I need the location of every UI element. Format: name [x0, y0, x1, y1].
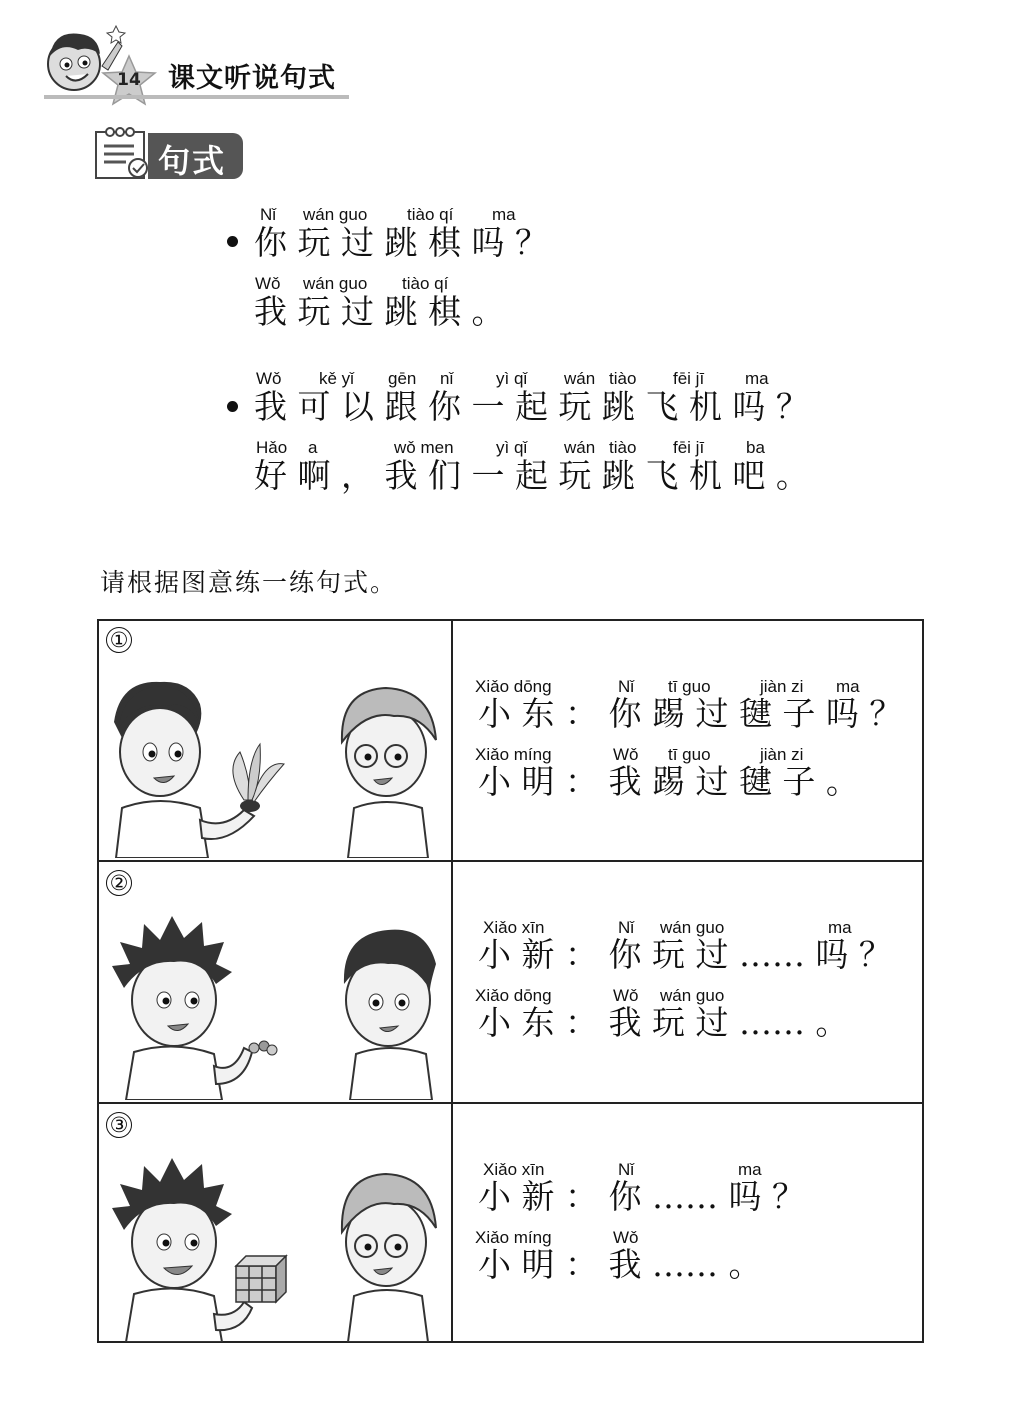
pinyin: ma — [836, 677, 860, 696]
pinyin: tiào — [609, 438, 637, 457]
pinyin: Xiǎo xīn — [483, 1160, 545, 1179]
pinyin: nǐ — [440, 369, 454, 388]
pinyin: ma — [828, 918, 852, 937]
pinyin: gēn — [388, 369, 417, 388]
pinyin: fēi jī — [673, 369, 705, 388]
pinyin: ma — [745, 369, 769, 388]
pinyin: jiàn zi — [760, 745, 804, 764]
page-number: 14 — [117, 70, 141, 90]
exercise-number: ① — [106, 627, 132, 653]
notebook-icon — [92, 124, 154, 182]
pinyin: Nǐ — [618, 1160, 635, 1179]
pinyin: ma — [738, 1160, 762, 1179]
pinyin: ma — [492, 205, 516, 224]
sentence: 小 明 ： 我 踢 过 毽 子 。 — [478, 762, 859, 801]
pinyin: wán guo — [303, 274, 368, 293]
table-divider — [451, 619, 453, 1343]
pinyin: tī guo — [668, 677, 711, 696]
pinyin: kě yǐ — [319, 369, 354, 388]
sentence: 我 玩 过 跳 棋 。 — [254, 292, 505, 331]
pinyin: wán guo — [303, 205, 368, 224]
sentence: 小 东 ： 你 踢 过 毽 子 吗 ？ — [478, 694, 903, 733]
header-divider — [44, 95, 349, 99]
row-divider — [97, 860, 924, 862]
kids-marbles-illustration — [104, 904, 444, 1100]
sentence: 小 东 ： 我 玩 过 …… 。 — [478, 1003, 849, 1042]
pinyin: Xiǎo xīn — [483, 918, 545, 937]
kids-shuttlecock-illustration — [104, 660, 444, 858]
pinyin: ba — [746, 438, 765, 457]
pinyin: jiàn zi — [760, 677, 804, 696]
sentence: 小 新 ： 你 玩 过 …… 吗 ？ — [478, 935, 892, 974]
row-divider — [97, 1102, 924, 1104]
pinyin: Xiǎo dōng — [475, 677, 552, 696]
pinyin: Xiǎo míng — [475, 745, 552, 764]
pinyin: Nǐ — [618, 918, 635, 937]
pinyin: wán guo — [660, 918, 725, 937]
pinyin: Wǒ — [613, 986, 639, 1005]
pinyin: Wǒ — [613, 745, 639, 764]
sentence: 小 明 ： 我 …… 。 — [478, 1245, 762, 1284]
sentence: 你 玩 过 跳 棋 吗 ？ — [254, 223, 548, 262]
pinyin: wán guo — [660, 986, 725, 1005]
sentence: 我 可 以 跟 你 一 起 玩 跳 飞 机 吗 ？ — [254, 387, 809, 426]
section-title: 句式 — [158, 142, 227, 180]
pinyin: wán — [564, 369, 596, 388]
pinyin: tiào qí — [407, 205, 454, 224]
pinyin: Nǐ — [618, 677, 635, 696]
pinyin: a — [308, 438, 318, 457]
pinyin: tī guo — [668, 745, 711, 764]
sentence: 小 新 ： 你 …… 吗 ？ — [478, 1177, 805, 1216]
pinyin: tiào qí — [402, 274, 449, 293]
pinyin: yì qǐ — [496, 438, 528, 457]
kids-rubiks-cube-illustration — [104, 1146, 444, 1342]
pinyin: Xiǎo dōng — [475, 986, 552, 1005]
bullet-point — [227, 401, 238, 412]
pinyin: Xiǎo míng — [475, 1228, 552, 1247]
bullet-point — [227, 236, 238, 247]
exercise-number: ② — [106, 870, 132, 896]
pinyin: wán — [564, 438, 596, 457]
pinyin: yì qǐ — [496, 369, 528, 388]
pinyin: tiào — [609, 369, 637, 388]
page-title: 课文听说句式 — [168, 63, 336, 94]
pinyin: Wǒ — [255, 274, 281, 293]
pinyin: Wǒ — [613, 1228, 639, 1247]
instruction: 请根据图意练一练句式。 — [100, 568, 398, 597]
pinyin: fēi jī — [673, 438, 705, 457]
exercise-number: ③ — [106, 1112, 132, 1138]
pinyin: Hǎo — [256, 438, 288, 457]
pinyin: wǒ men — [394, 438, 454, 457]
pinyin: Wǒ — [256, 369, 282, 388]
sentence: 好 啊 ， 我 们 一 起 玩 跳 飞 机 吧 。 — [254, 456, 809, 495]
pinyin: Nǐ — [260, 205, 277, 224]
